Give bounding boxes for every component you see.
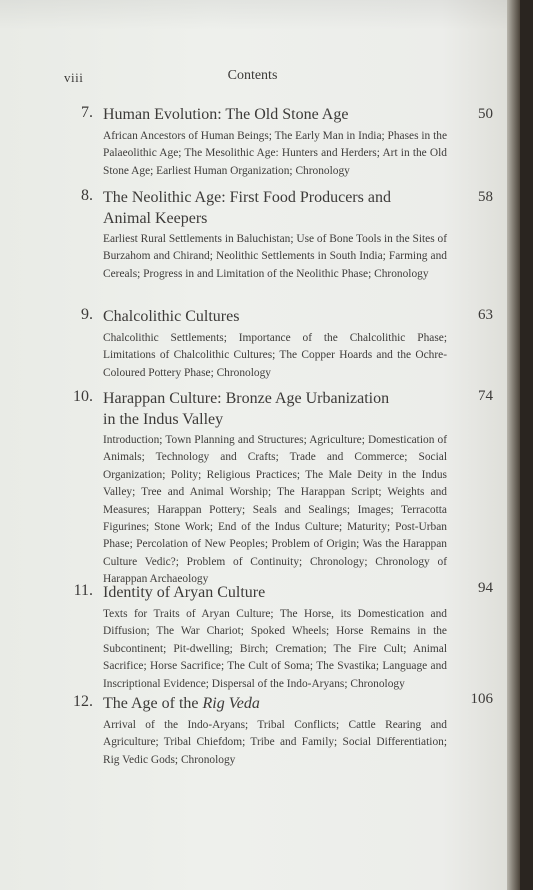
chapter-number: 7. bbox=[81, 104, 93, 121]
chapter-title: Chalcolithic Cultures bbox=[103, 308, 240, 325]
chapter-title-italic: Rig Veda bbox=[202, 695, 260, 712]
chapter-page-number: 74 bbox=[478, 388, 493, 404]
chapter-description: Arrival of the Indo-Aryans; Tribal Conflicts; Cattle Rearing and Agriculture; Tribal Chiefdom; Tribe and Family; Social Differentiation; Rig Vedic Gods; Chronology bbox=[103, 719, 447, 766]
running-head-title: Contents bbox=[227, 68, 278, 83]
chapter-number: 9. bbox=[81, 306, 93, 323]
chapter-number: 11. bbox=[73, 582, 93, 599]
chapter-number: 10. bbox=[73, 388, 93, 405]
chapter-description: Earliest Rural Settlements in Baluchistan; Use of Bone Tools in the Sites of Burzahom and Chirand; Neolithic Settlements in South India; Farming and Cereals; Progress in and Limitation of the Neolithic Phase; Chronology bbox=[103, 233, 447, 280]
chapter-description: Texts for Traits of Aryan Culture; The Horse, its Domestication and Diffusion; The War Chariot; Spoked Wheels; Horse Remains in the Subcontinent; Pit-dwelling; Birch; Cremation; The Fire Cult; Animal Sacrifice; Horse Sacrifice; The Cult of Soma; The Svastika; Language and Inscriptional Evidence; Dispersal of the Indo-Aryans; Chronology bbox=[103, 608, 447, 690]
chapter-title-prefix: The Age of the bbox=[103, 695, 203, 712]
chapter-title: Identity of Aryan Culture bbox=[103, 584, 266, 601]
chapter-page-number: 58 bbox=[478, 189, 493, 205]
chapter-page-number: 63 bbox=[478, 307, 493, 323]
chapter-title: The Neolithic Age: First Food Producers and Animal Keepers bbox=[103, 189, 391, 227]
page-folio: viii bbox=[64, 70, 84, 85]
running-head bbox=[0, 66, 520, 86]
chapter-page-number: 94 bbox=[478, 580, 493, 596]
chapter-title bbox=[103, 693, 393, 714]
chapter-description: Chalcolithic Settlements; Importance of the Chalcolithic Phase; Limitations of Chalcolithic Cultures; The Copper Hoards and the Ochre-Coloured Pottery Phase; Chronology bbox=[103, 332, 447, 379]
chapter-title: Human Evolution: The Old Stone Age bbox=[103, 106, 349, 123]
chapter-page-number: 106 bbox=[470, 691, 493, 707]
chapter-page-number: 50 bbox=[478, 106, 493, 122]
chapter-title: Harappan Culture: Bronze Age Urbanization in the Indus Valley bbox=[103, 390, 390, 428]
chapter-description: Introduction; Town Planning and Structures; Agriculture; Domestication of Animals; Technology and Crafts; Trade and Commerce; Social Organization; Polity; Religious Practices; The Male Deity in the Indus Valley; Tree and Animal Worship; The Harappan Script; Weights and Measures; Harappan Pottery; Seals and Sealings; Images; Terracotta Figurines; Stone Work; End of the Indus Culture; Maturity; Post-Urban Phase; Percolation of New Peoples; Problem of Origin; Was the Harappan Culture Vedic?; Problem of Continuity; Chronology; Chronology of Harappan Archaeology bbox=[103, 434, 447, 586]
chapter-number: 12. bbox=[73, 693, 93, 710]
chapter-description: African Ancestors of Human Beings; The Early Man in India; Phases in the Palaeolithic Age; The Mesolithic Age: Hunters and Herders; Art in the Old Stone Age; Earliest Human Organization; Chronology bbox=[103, 130, 447, 177]
page-shadow bbox=[0, 0, 520, 30]
chapter-number: 8. bbox=[81, 187, 93, 204]
page-edge bbox=[507, 0, 520, 890]
